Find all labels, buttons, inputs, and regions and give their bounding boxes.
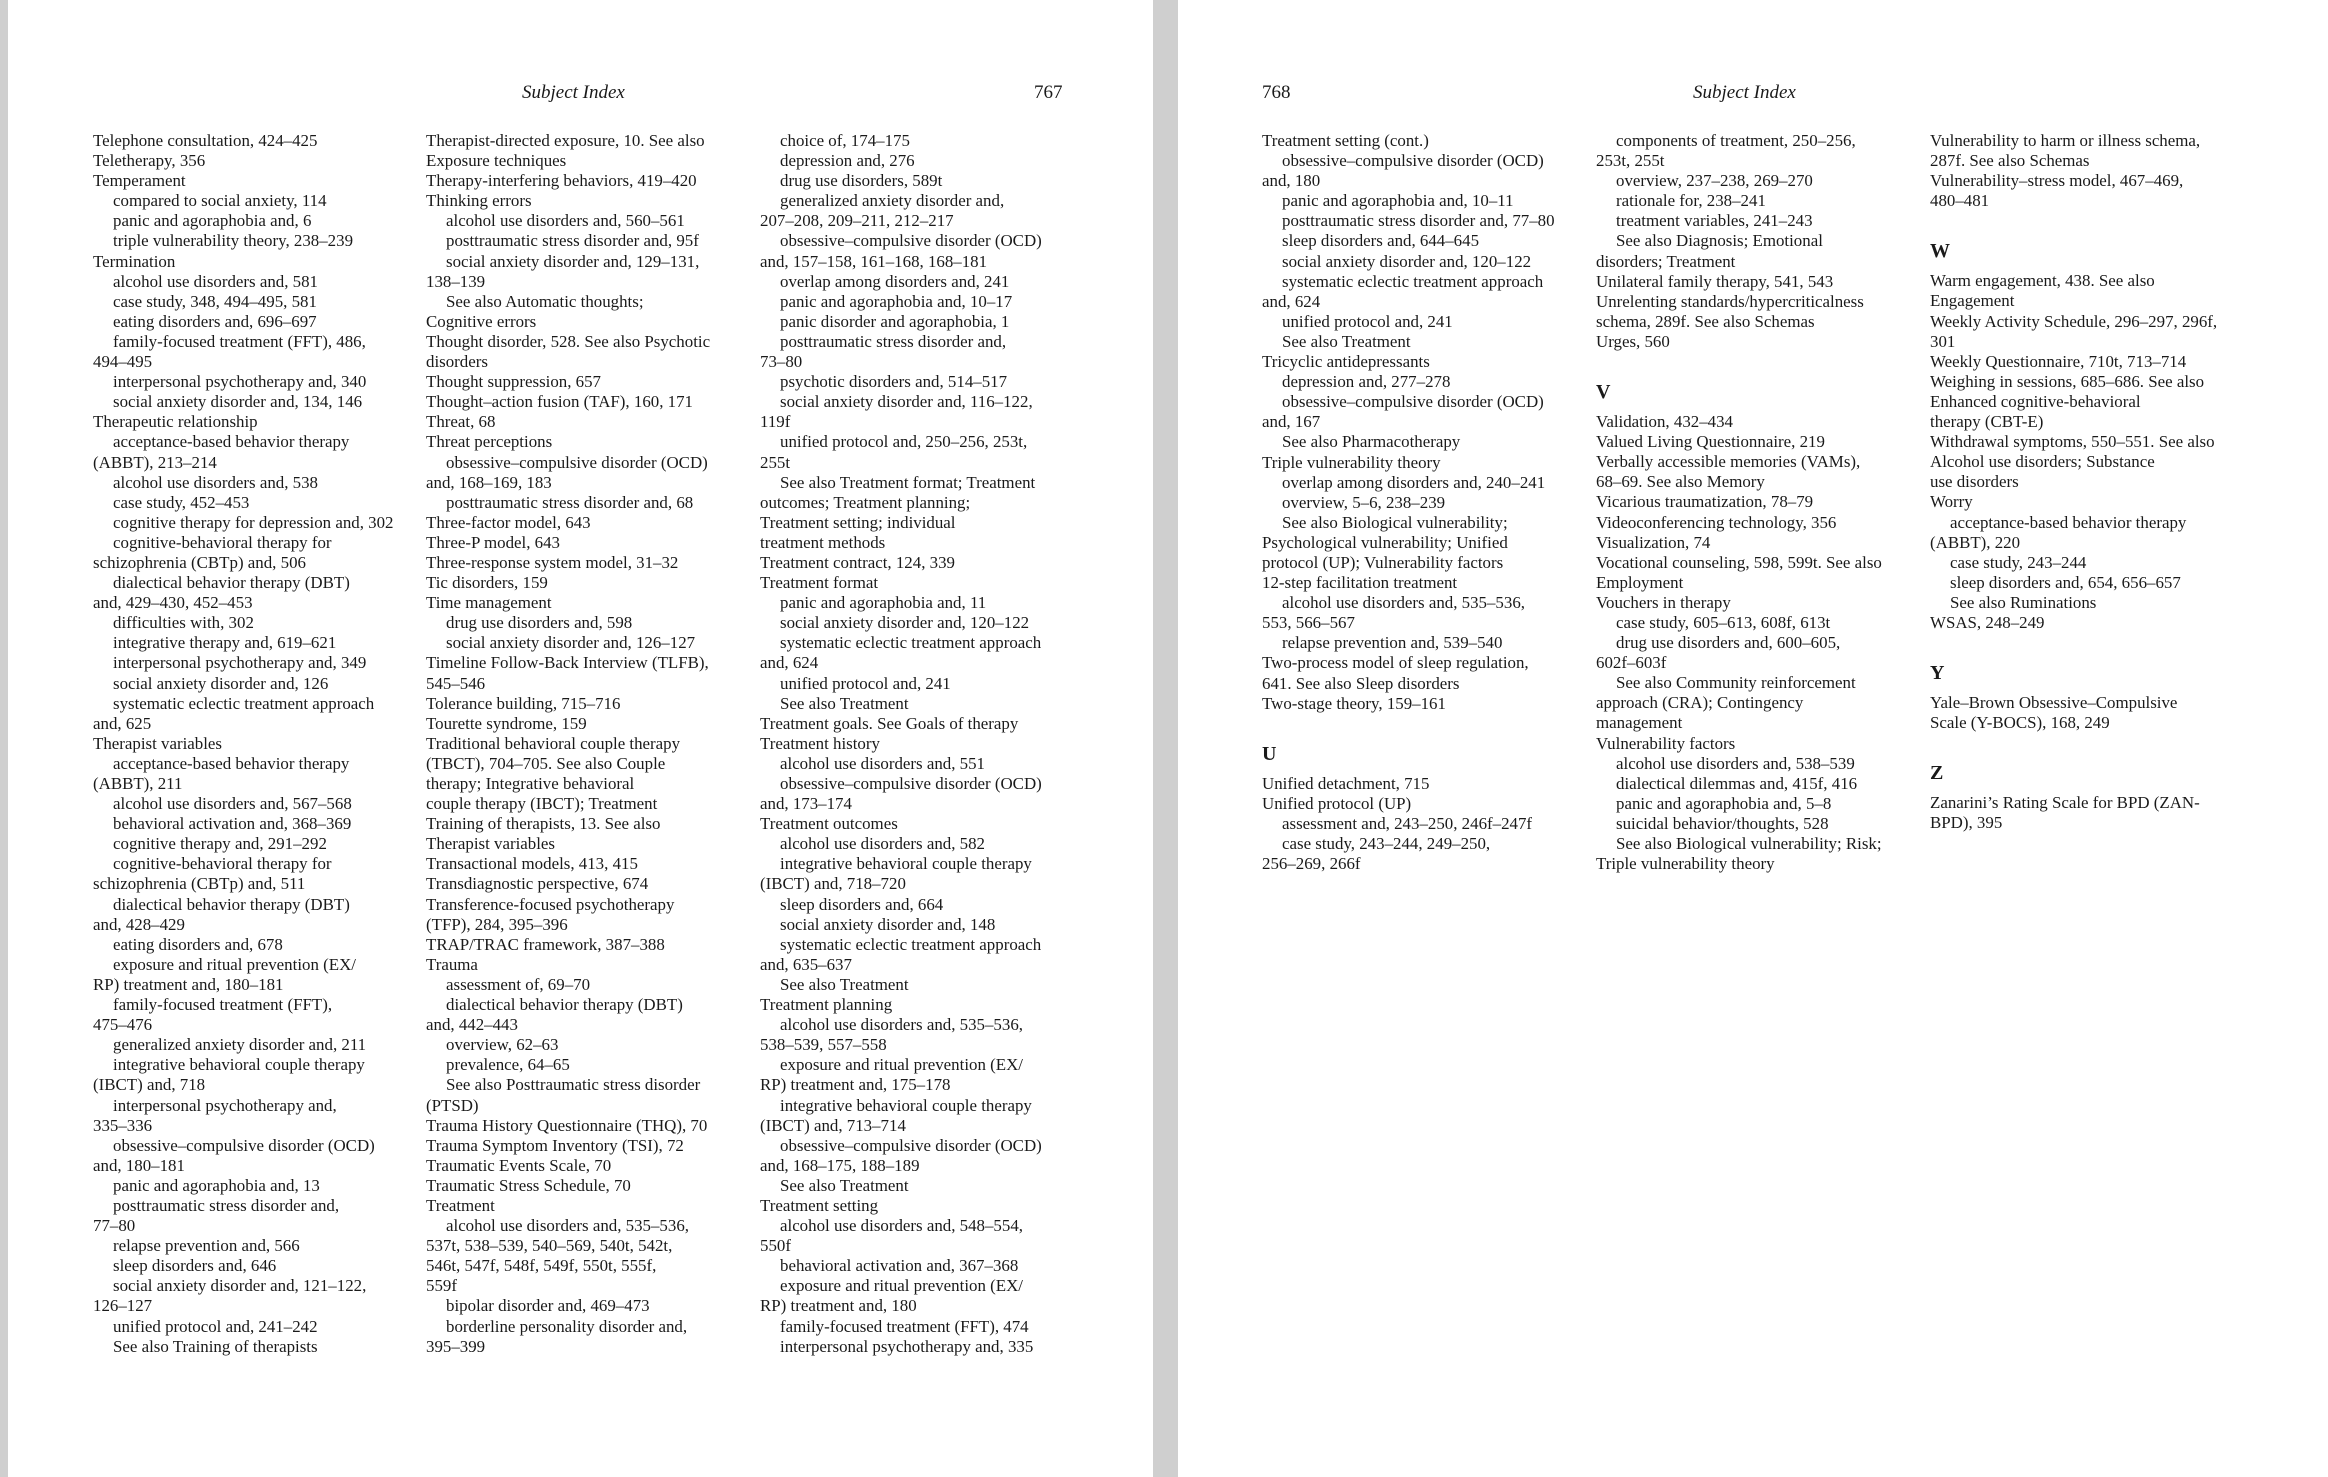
- index-continuation: Psychological vulnerability; Unified: [1262, 532, 1508, 552]
- index-continuation: 126–127: [93, 1296, 153, 1316]
- index-subentry: case study, 452–453: [113, 492, 250, 512]
- index-continuation: and, 180–181: [93, 1155, 185, 1175]
- index-heading: Therapy-interfering behaviors, 419–420: [426, 171, 697, 191]
- page-number: 768: [1262, 82, 1291, 103]
- index-continuation: 253t, 255t: [1596, 151, 1665, 171]
- index-subentry: bipolar disorder and, 469–473: [446, 1296, 650, 1316]
- index-continuation: 537t, 538–539, 540–569, 540t, 542t,: [426, 1236, 673, 1256]
- index-heading: Therapeutic relationship: [93, 412, 258, 432]
- index-subentry: difficulties with, 302: [113, 613, 254, 633]
- index-continuation: schizophrenia (CBTp) and, 511: [93, 874, 306, 894]
- index-subentry: obsessive–compulsive disorder (OCD): [113, 1135, 375, 1155]
- index-continuation: RP) treatment and, 180: [760, 1296, 917, 1316]
- index-heading: Treatment planning: [760, 995, 893, 1015]
- index-continuation: (TBCT), 704–705. See also Couple: [426, 753, 666, 773]
- index-subentry: treatment variables, 241–243: [1616, 211, 1813, 231]
- index-subentry: cognitive-behavioral therapy for: [113, 854, 332, 874]
- index-continuation: therapy (CBT-E): [1930, 412, 2044, 432]
- index-continuation: therapy; Integrative behavioral: [426, 774, 635, 793]
- index-subentry: See also Automatic thoughts;: [446, 291, 644, 311]
- index-heading: Vulnerability–stress model, 467–469,: [1930, 171, 2184, 191]
- index-column: [93, 131, 394, 1357]
- index-heading: Visualization, 74: [1596, 532, 1711, 552]
- index-continuation: use disorders: [1930, 472, 2019, 492]
- index-heading: Vocational counseling, 598, 599t. See also: [1596, 552, 1882, 572]
- index-continuation: 138–139: [426, 271, 486, 291]
- index-heading: Vulnerability factors: [1596, 733, 1736, 753]
- index-heading: Yale–Brown Obsessive–Compulsive: [1930, 693, 2178, 713]
- index-continuation: 335–336: [93, 1115, 153, 1135]
- index-subentry: social anxiety disorder and, 116–122,: [780, 392, 1033, 412]
- index-subentry: relapse prevention and, 539–540: [1282, 633, 1503, 653]
- index-continuation: BPD), 395: [1930, 813, 2003, 833]
- index-continuation: and, 625: [93, 713, 152, 733]
- index-subentry: social anxiety disorder and, 120–122: [780, 613, 1030, 633]
- index-heading: Unified protocol (UP): [1262, 793, 1412, 813]
- index-subentry: overlap among disorders and, 240–241: [1282, 472, 1546, 492]
- index-heading: 12-step facilitation treatment: [1262, 573, 1458, 593]
- index-continuation: (ABBT), 220: [1930, 532, 2021, 552]
- index-heading: Treatment: [426, 1195, 495, 1215]
- index-heading: Weekly Activity Schedule, 296–297, 296f,: [1930, 311, 2218, 331]
- index-subentry: prevalence, 64–65: [446, 1055, 570, 1075]
- index-heading: Therapist variables: [93, 733, 222, 753]
- index-subentry: psychotic disorders and, 514–517: [780, 372, 1008, 392]
- index-subentry: alcohol use disorders and, 581: [113, 271, 318, 291]
- index-subentry: overview, 62–63: [446, 1035, 559, 1055]
- index-subentry: generalized anxiety disorder and, 211: [113, 1035, 367, 1055]
- index-continuation: outcomes; Treatment planning;: [760, 492, 971, 512]
- index-continuation: Triple vulnerability theory: [1596, 854, 1775, 874]
- index-continuation: and, 168–175, 188–189: [760, 1155, 920, 1175]
- index-column: [1262, 131, 1555, 874]
- index-continuation: management: [1596, 713, 1683, 733]
- index-heading: Telephone consultation, 424–425: [93, 131, 318, 150]
- index-heading: Trauma Symptom Inventory (TSI), 72: [426, 1135, 684, 1155]
- index-continuation: Engagement: [1930, 291, 2015, 311]
- index-subentry: unified protocol and, 241–242: [113, 1316, 318, 1336]
- index-subentry: exposure and ritual prevention (EX/: [780, 1055, 1023, 1075]
- index-subentry: components of treatment, 250–256,: [1616, 131, 1856, 150]
- index-heading: Termination: [93, 251, 176, 271]
- index-subentry: alcohol use disorders and, 560–561: [446, 211, 685, 231]
- index-subentry: panic and agoraphobia and, 13: [113, 1175, 320, 1195]
- index-subentry: cognitive-behavioral therapy for: [113, 532, 332, 552]
- index-subentry: obsessive–compulsive disorder (OCD): [446, 452, 708, 472]
- index-subentry: social anxiety disorder and, 148: [780, 914, 996, 934]
- index-heading: Two-process model of sleep regulation,: [1262, 653, 1529, 673]
- index-continuation: 256–269, 266f: [1262, 854, 1361, 874]
- index-subentry: relapse prevention and, 566: [113, 1236, 300, 1256]
- index-subentry: obsessive–compulsive disorder (OCD): [780, 231, 1042, 251]
- right-page: [1178, 0, 2328, 1477]
- index-subentry: acceptance-based behavior therapy: [113, 753, 350, 773]
- index-continuation: Treatment setting; individual: [760, 512, 956, 532]
- index-subentry: systematic eclectic treatment approach: [113, 693, 375, 713]
- index-subentry: interpersonal psychotherapy and, 340: [113, 372, 367, 392]
- index-continuation: and, 635–637: [760, 954, 852, 974]
- index-continuation: 545–546: [426, 673, 486, 693]
- index-subentry: eating disorders and, 696–697: [113, 311, 317, 331]
- index-subentry: systematic eclectic treatment approach: [780, 934, 1042, 954]
- index-continuation: 68–69. See also Memory: [1596, 472, 1765, 492]
- index-continuation: Enhanced cognitive-behavioral: [1930, 391, 2141, 411]
- index-heading: Treatment setting: [760, 1195, 879, 1215]
- index-heading: Threat, 68: [426, 412, 496, 432]
- index-heading: Triple vulnerability theory: [1262, 452, 1441, 472]
- index-subentry: overlap among disorders and, 241: [780, 271, 1010, 291]
- index-heading: Transactional models, 413, 415: [426, 854, 638, 874]
- index-continuation: (PTSD): [426, 1095, 479, 1115]
- index-subentry: integrative therapy and, 619–621: [113, 633, 337, 653]
- index-heading: Three-response system model, 31–32: [426, 552, 679, 572]
- index-heading: Traditional behavioral couple therapy: [426, 733, 681, 753]
- index-subentry: sleep disorders and, 646: [113, 1256, 277, 1276]
- index-subentry: case study, 348, 494–495, 581: [113, 291, 317, 311]
- index-subentry: posttraumatic stress disorder and, 77–80: [1282, 211, 1555, 231]
- index-subentry: social anxiety disorder and, 134, 146: [113, 392, 363, 412]
- index-column: [760, 131, 1042, 1357]
- index-subentry: cognitive therapy for depression and, 302: [113, 512, 394, 532]
- index-subentry: family-focused treatment (FFT), 486,: [113, 331, 366, 351]
- index-subentry: exposure and ritual prevention (EX/: [780, 1276, 1023, 1296]
- index-continuation: and, 173–174: [760, 794, 852, 814]
- index-continuation: Exposure techniques: [426, 151, 567, 171]
- index-heading: Threat perceptions: [426, 432, 553, 452]
- index-heading: Traumatic Events Scale, 70: [426, 1155, 612, 1175]
- index-heading: Urges, 560: [1596, 331, 1670, 351]
- index-subentry: panic and agoraphobia and, 10–11: [1282, 191, 1514, 211]
- index-continuation: 301: [1930, 331, 1956, 351]
- index-subentry: dialectical dilemmas and, 415f, 416: [1616, 773, 1858, 793]
- index-heading: Tic disorders, 159: [426, 573, 548, 593]
- index-subentry: See also Biological vulnerability;: [1282, 512, 1508, 532]
- index-subentry: systematic eclectic treatment approach: [780, 633, 1042, 653]
- index-subentry: social anxiety disorder and, 126–127: [446, 633, 696, 653]
- index-subentry: panic and agoraphobia and, 11: [780, 593, 987, 613]
- index-heading: Treatment goals. See Goals of therapy: [760, 713, 1019, 733]
- index-subentry: interpersonal psychotherapy and, 335: [780, 1336, 1034, 1356]
- index-subentry: behavioral activation and, 368–369: [113, 814, 352, 834]
- index-heading: Therapist-directed exposure, 10. See also: [426, 131, 705, 150]
- index-continuation: approach (CRA); Contingency: [1596, 693, 1804, 713]
- index-continuation: 559f: [426, 1276, 457, 1296]
- index-subentry: drug use disorders, 589t: [780, 171, 943, 191]
- index-heading: Time management: [426, 593, 552, 613]
- index-subentry: social anxiety disorder and, 129–131,: [446, 251, 700, 271]
- index-continuation: 395–399: [426, 1336, 486, 1356]
- index-subentry: behavioral activation and, 367–368: [780, 1256, 1019, 1276]
- index-subentry: alcohol use disorders and, 538: [113, 472, 318, 492]
- index-continuation: and, 157–158, 161–168, 168–181: [760, 251, 988, 271]
- index-continuation: and, 442–443: [426, 1015, 518, 1035]
- index-heading: Treatment history: [760, 733, 880, 753]
- index-heading: Treatment format: [760, 573, 879, 593]
- index-heading: Thinking errors: [426, 191, 532, 211]
- index-subentry: unified protocol and, 241: [1282, 311, 1453, 331]
- index-heading: Treatment outcomes: [760, 814, 898, 834]
- index-heading: Transdiagnostic perspective, 674: [426, 874, 649, 894]
- index-heading: Warm engagement, 438. See also: [1930, 271, 2155, 291]
- index-column: [1596, 131, 1882, 874]
- index-subentry: case study, 605–613, 608f, 613t: [1616, 612, 1831, 632]
- index-subentry: integrative behavioral couple therapy: [780, 1095, 1032, 1115]
- index-subentry: alcohol use disorders and, 538–539: [1616, 753, 1855, 773]
- index-subentry: unified protocol and, 241: [780, 673, 951, 693]
- index-heading: Traumatic Stress Schedule, 70: [426, 1175, 631, 1195]
- index-heading: Weekly Questionnaire, 710t, 713–714: [1930, 351, 2187, 371]
- index-continuation: RP) treatment and, 175–178: [760, 1075, 951, 1095]
- index-subentry: alcohol use disorders and, 548–554,: [780, 1216, 1023, 1236]
- index-subentry: alcohol use disorders and, 582: [780, 834, 985, 854]
- index-continuation: 475–476: [93, 1015, 153, 1035]
- index-continuation: (IBCT) and, 718–720: [760, 874, 906, 894]
- index-subentry: compared to social anxiety, 114: [113, 191, 327, 211]
- index-subentry: See also Pharmacotherapy: [1282, 432, 1461, 452]
- index-subentry: obsessive–compulsive disorder (OCD): [780, 774, 1042, 793]
- index-heading: Unilateral family therapy, 541, 543: [1596, 271, 1834, 291]
- index-subentry: family-focused treatment (FFT),: [113, 995, 333, 1015]
- index-subentry: borderline personality disorder and,: [446, 1316, 688, 1336]
- left-page: [8, 0, 1153, 1477]
- index-continuation: 77–80: [93, 1216, 136, 1236]
- index-subentry: interpersonal psychotherapy and, 349: [113, 653, 367, 673]
- index-heading: Withdrawal symptoms, 550–551. See also: [1930, 432, 2215, 452]
- index-heading: Thought suppression, 657: [426, 372, 602, 392]
- index-continuation: Cognitive errors: [426, 311, 537, 331]
- index-heading: Treatment setting (cont.): [1262, 131, 1429, 150]
- index-continuation: 553, 566–567: [1262, 613, 1355, 633]
- index-subentry: posttraumatic stress disorder and, 95f: [446, 231, 699, 251]
- index-continuation: and, 429–430, 452–453: [93, 593, 253, 613]
- index-subentry: sleep disorders and, 654, 656–657: [1950, 572, 2181, 592]
- index-subentry: integrative behavioral couple therapy: [113, 1055, 365, 1075]
- index-continuation: and, 624: [760, 653, 819, 673]
- index-subentry: social anxiety disorder and, 121–122,: [113, 1276, 367, 1296]
- index-heading: WSAS, 248–249: [1930, 612, 2045, 632]
- index-continuation: 550f: [760, 1236, 791, 1256]
- index-subentry: unified protocol and, 250–256, 253t,: [780, 432, 1028, 452]
- index-subentry: See also Community reinforcement: [1616, 673, 1856, 693]
- index-subentry: rationale for, 238–241: [1616, 191, 1766, 211]
- index-continuation: disorders; Treatment: [1596, 251, 1736, 271]
- index-subentry: obsessive–compulsive disorder (OCD): [780, 1135, 1042, 1155]
- index-heading: Three-factor model, 643: [426, 512, 591, 532]
- index-continuation: Alcohol use disorders; Substance: [1930, 452, 2155, 472]
- index-subentry: dialectical behavior therapy (DBT): [113, 573, 350, 593]
- index-continuation: 119f: [760, 412, 791, 432]
- index-subentry: alcohol use disorders and, 535–536,: [446, 1216, 689, 1236]
- index-subentry: obsessive–compulsive disorder (OCD): [1282, 151, 1544, 171]
- index-continuation: and, 167: [1262, 412, 1321, 432]
- index-continuation: disorders: [426, 352, 488, 372]
- index-subentry: See also Posttraumatic stress disorder: [446, 1075, 701, 1095]
- index-continuation: Therapist variables: [426, 834, 555, 854]
- index-continuation: protocol (UP); Vulnerability factors: [1262, 552, 1504, 572]
- index-subentry: suicidal behavior/thoughts, 528: [1616, 813, 1829, 833]
- index-subentry: eating disorders and, 678: [113, 934, 283, 954]
- index-subentry: See also Biological vulnerability; Risk;: [1616, 834, 1882, 853]
- index-continuation: and, 168–169, 183: [426, 472, 552, 492]
- index-subentry: posttraumatic stress disorder and, 68: [446, 492, 694, 512]
- letter-heading: Y: [1930, 662, 1945, 685]
- index-heading: Valued Living Questionnaire, 219: [1596, 432, 1825, 452]
- index-subentry: choice of, 174–175: [780, 131, 910, 150]
- index-subentry: alcohol use disorders and, 535–536,: [780, 1015, 1023, 1035]
- index-heading: Worry: [1930, 492, 1973, 512]
- index-continuation: Scale (Y-BOCS), 168, 249: [1930, 713, 2110, 733]
- letter-heading: U: [1262, 742, 1277, 765]
- index-subentry: See also Treatment: [1282, 331, 1411, 351]
- index-subentry: alcohol use disorders and, 535–536,: [1282, 593, 1525, 613]
- running-head-title: Subject Index: [1693, 82, 1796, 103]
- index-heading: Training of therapists, 13. See also: [426, 814, 661, 834]
- index-continuation: 255t: [760, 452, 791, 472]
- index-subentry: exposure and ritual prevention (EX/: [113, 954, 356, 974]
- index-heading: Trauma: [426, 954, 478, 974]
- index-subentry: overview, 5–6, 238–239: [1282, 492, 1446, 512]
- index-subentry: depression and, 277–278: [1282, 372, 1451, 392]
- index-subentry: See also Diagnosis; Emotional: [1616, 231, 1823, 251]
- index-heading: Vulnerability to harm or illness schema,: [1930, 131, 2201, 150]
- index-heading: Two-stage theory, 159–161: [1262, 693, 1446, 713]
- index-subentry: assessment and, 243–250, 246f–247f: [1282, 813, 1533, 833]
- index-subentry: case study, 243–244, 249–250,: [1282, 834, 1491, 853]
- index-subentry: cognitive therapy and, 291–292: [113, 834, 327, 854]
- index-continuation: couple therapy (IBCT); Treatment: [426, 794, 658, 814]
- index-heading: Temperament: [93, 171, 186, 191]
- index-continuation: 73–80: [760, 352, 803, 372]
- index-heading: Teletherapy, 356: [93, 151, 206, 171]
- index-continuation: (ABBT), 211: [93, 774, 183, 793]
- index-continuation: 287f. See also Schemas: [1930, 151, 2090, 171]
- index-subentry: See also Ruminations: [1950, 592, 2097, 612]
- index-continuation: 602f–603f: [1596, 653, 1667, 673]
- index-subentry: See also Treatment: [780, 974, 909, 994]
- index-continuation: schema, 289f. See also Schemas: [1596, 311, 1815, 331]
- index-subentry: posttraumatic stress disorder and,: [780, 331, 1007, 351]
- index-continuation: (IBCT) and, 713–714: [760, 1115, 906, 1135]
- index-continuation: 480–481: [1930, 191, 1990, 211]
- index-continuation: Employment: [1596, 572, 1684, 592]
- index-heading: Zanarini’s Rating Scale for BPD (ZAN-: [1930, 793, 2200, 813]
- index-subentry: social anxiety disorder and, 120–122: [1282, 251, 1532, 271]
- index-subentry: case study, 243–244: [1950, 552, 2087, 572]
- index-heading: Thought–action fusion (TAF), 160, 171: [426, 392, 693, 412]
- index-heading: Treatment contract, 124, 339: [760, 552, 955, 572]
- index-continuation: (ABBT), 213–214: [93, 452, 217, 472]
- index-subentry: interpersonal psychotherapy and,: [113, 1095, 337, 1115]
- index-subentry: dialectical behavior therapy (DBT): [113, 894, 350, 914]
- index-heading: Thought disorder, 528. See also Psychotic: [426, 331, 711, 351]
- page-number: 767: [1034, 82, 1063, 103]
- index-subentry: alcohol use disorders and, 551: [780, 753, 985, 773]
- index-continuation: 494–495: [93, 352, 153, 372]
- index-subentry: See also Treatment: [780, 1175, 909, 1195]
- index-subentry: integrative behavioral couple therapy: [780, 854, 1032, 874]
- index-subentry: panic and agoraphobia and, 10–17: [780, 291, 1013, 311]
- index-subentry: dialectical behavior therapy (DBT): [446, 995, 683, 1015]
- index-continuation: and, 624: [1262, 291, 1321, 311]
- index-subentry: panic and agoraphobia and, 5–8: [1616, 793, 1832, 813]
- index-continuation: 546t, 547f, 548f, 549f, 550t, 555f,: [426, 1256, 657, 1276]
- index-heading: TRAP/TRAC framework, 387–388: [426, 934, 665, 954]
- index-heading: Tolerance building, 715–716: [426, 693, 621, 713]
- index-subentry: drug use disorders and, 600–605,: [1616, 633, 1841, 653]
- index-column: [426, 131, 710, 1357]
- index-subentry: obsessive–compulsive disorder (OCD): [1282, 392, 1544, 412]
- index-continuation: treatment methods: [760, 532, 886, 552]
- index-subentry: posttraumatic stress disorder and,: [113, 1195, 340, 1215]
- index-heading: Vouchers in therapy: [1596, 592, 1731, 612]
- index-continuation: and, 180: [1262, 171, 1321, 191]
- index-heading: Timeline Follow-Back Interview (TLFB),: [426, 653, 709, 673]
- index-subentry: drug use disorders and, 598: [446, 613, 633, 633]
- index-subentry: See also Training of therapists: [113, 1336, 318, 1356]
- index-continuation: 538–539, 557–558: [760, 1035, 887, 1055]
- index-heading: Weighing in sessions, 685–686. See also: [1930, 371, 2205, 391]
- index-subentry: acceptance-based behavior therapy: [113, 432, 350, 452]
- running-head-title: Subject Index: [522, 82, 625, 103]
- index-column: [1930, 131, 2217, 833]
- index-subentry: systematic eclectic treatment approach: [1282, 271, 1544, 291]
- index-continuation: schizophrenia (CBTp) and, 506: [93, 552, 306, 572]
- index-subentry: depression and, 276: [780, 151, 915, 171]
- letter-heading: W: [1930, 240, 1950, 263]
- index-subentry: acceptance-based behavior therapy: [1950, 512, 2187, 532]
- letter-heading: Z: [1930, 762, 1944, 785]
- index-subentry: panic and agoraphobia and, 6: [113, 211, 312, 231]
- index-heading: Unified detachment, 715: [1262, 773, 1430, 793]
- index-heading: Unrelenting standards/hypercriticalness: [1596, 291, 1864, 311]
- index-subentry: sleep disorders and, 664: [780, 894, 944, 914]
- letter-heading: V: [1596, 381, 1611, 404]
- index-subentry: sleep disorders and, 644–645: [1282, 231, 1480, 251]
- index-continuation: RP) treatment and, 180–181: [93, 974, 284, 994]
- index-continuation: (TFP), 284, 395–396: [426, 914, 568, 934]
- index-heading: Tricyclic antidepressants: [1262, 352, 1430, 372]
- index-continuation: 641. See also Sleep disorders: [1262, 673, 1460, 693]
- index-subentry: social anxiety disorder and, 126: [113, 673, 329, 693]
- index-subentry: See also Treatment: [780, 693, 909, 713]
- index-subentry: assessment of, 69–70: [446, 974, 591, 994]
- index-subentry: panic disorder and agoraphobia, 1: [780, 311, 1010, 331]
- index-heading: Three-P model, 643: [426, 532, 560, 552]
- index-heading: Verbally accessible memories (VAMs),: [1596, 452, 1861, 472]
- index-heading: Videoconferencing technology, 356: [1596, 512, 1837, 532]
- index-continuation: (IBCT) and, 718: [93, 1075, 206, 1095]
- index-heading: Transference-focused psychotherapy: [426, 894, 675, 914]
- index-heading: Validation, 432–434: [1596, 412, 1733, 432]
- index-continuation: 207–208, 209–211, 212–217: [760, 211, 954, 231]
- index-subentry: See also Treatment format; Treatment: [780, 472, 1036, 492]
- index-heading: Tourette syndrome, 159: [426, 713, 587, 733]
- index-subentry: alcohol use disorders and, 567–568: [113, 794, 352, 814]
- index-continuation: and, 428–429: [93, 914, 185, 934]
- index-subentry: generalized anxiety disorder and,: [780, 191, 1005, 211]
- index-heading: Trauma History Questionnaire (THQ), 70: [426, 1115, 708, 1135]
- index-subentry: overview, 237–238, 269–270: [1616, 171, 1813, 191]
- index-subentry: triple vulnerability theory, 238–239: [113, 231, 354, 251]
- index-heading: Vicarious traumatization, 78–79: [1596, 492, 1814, 512]
- index-subentry: family-focused treatment (FFT), 474: [780, 1316, 1029, 1336]
